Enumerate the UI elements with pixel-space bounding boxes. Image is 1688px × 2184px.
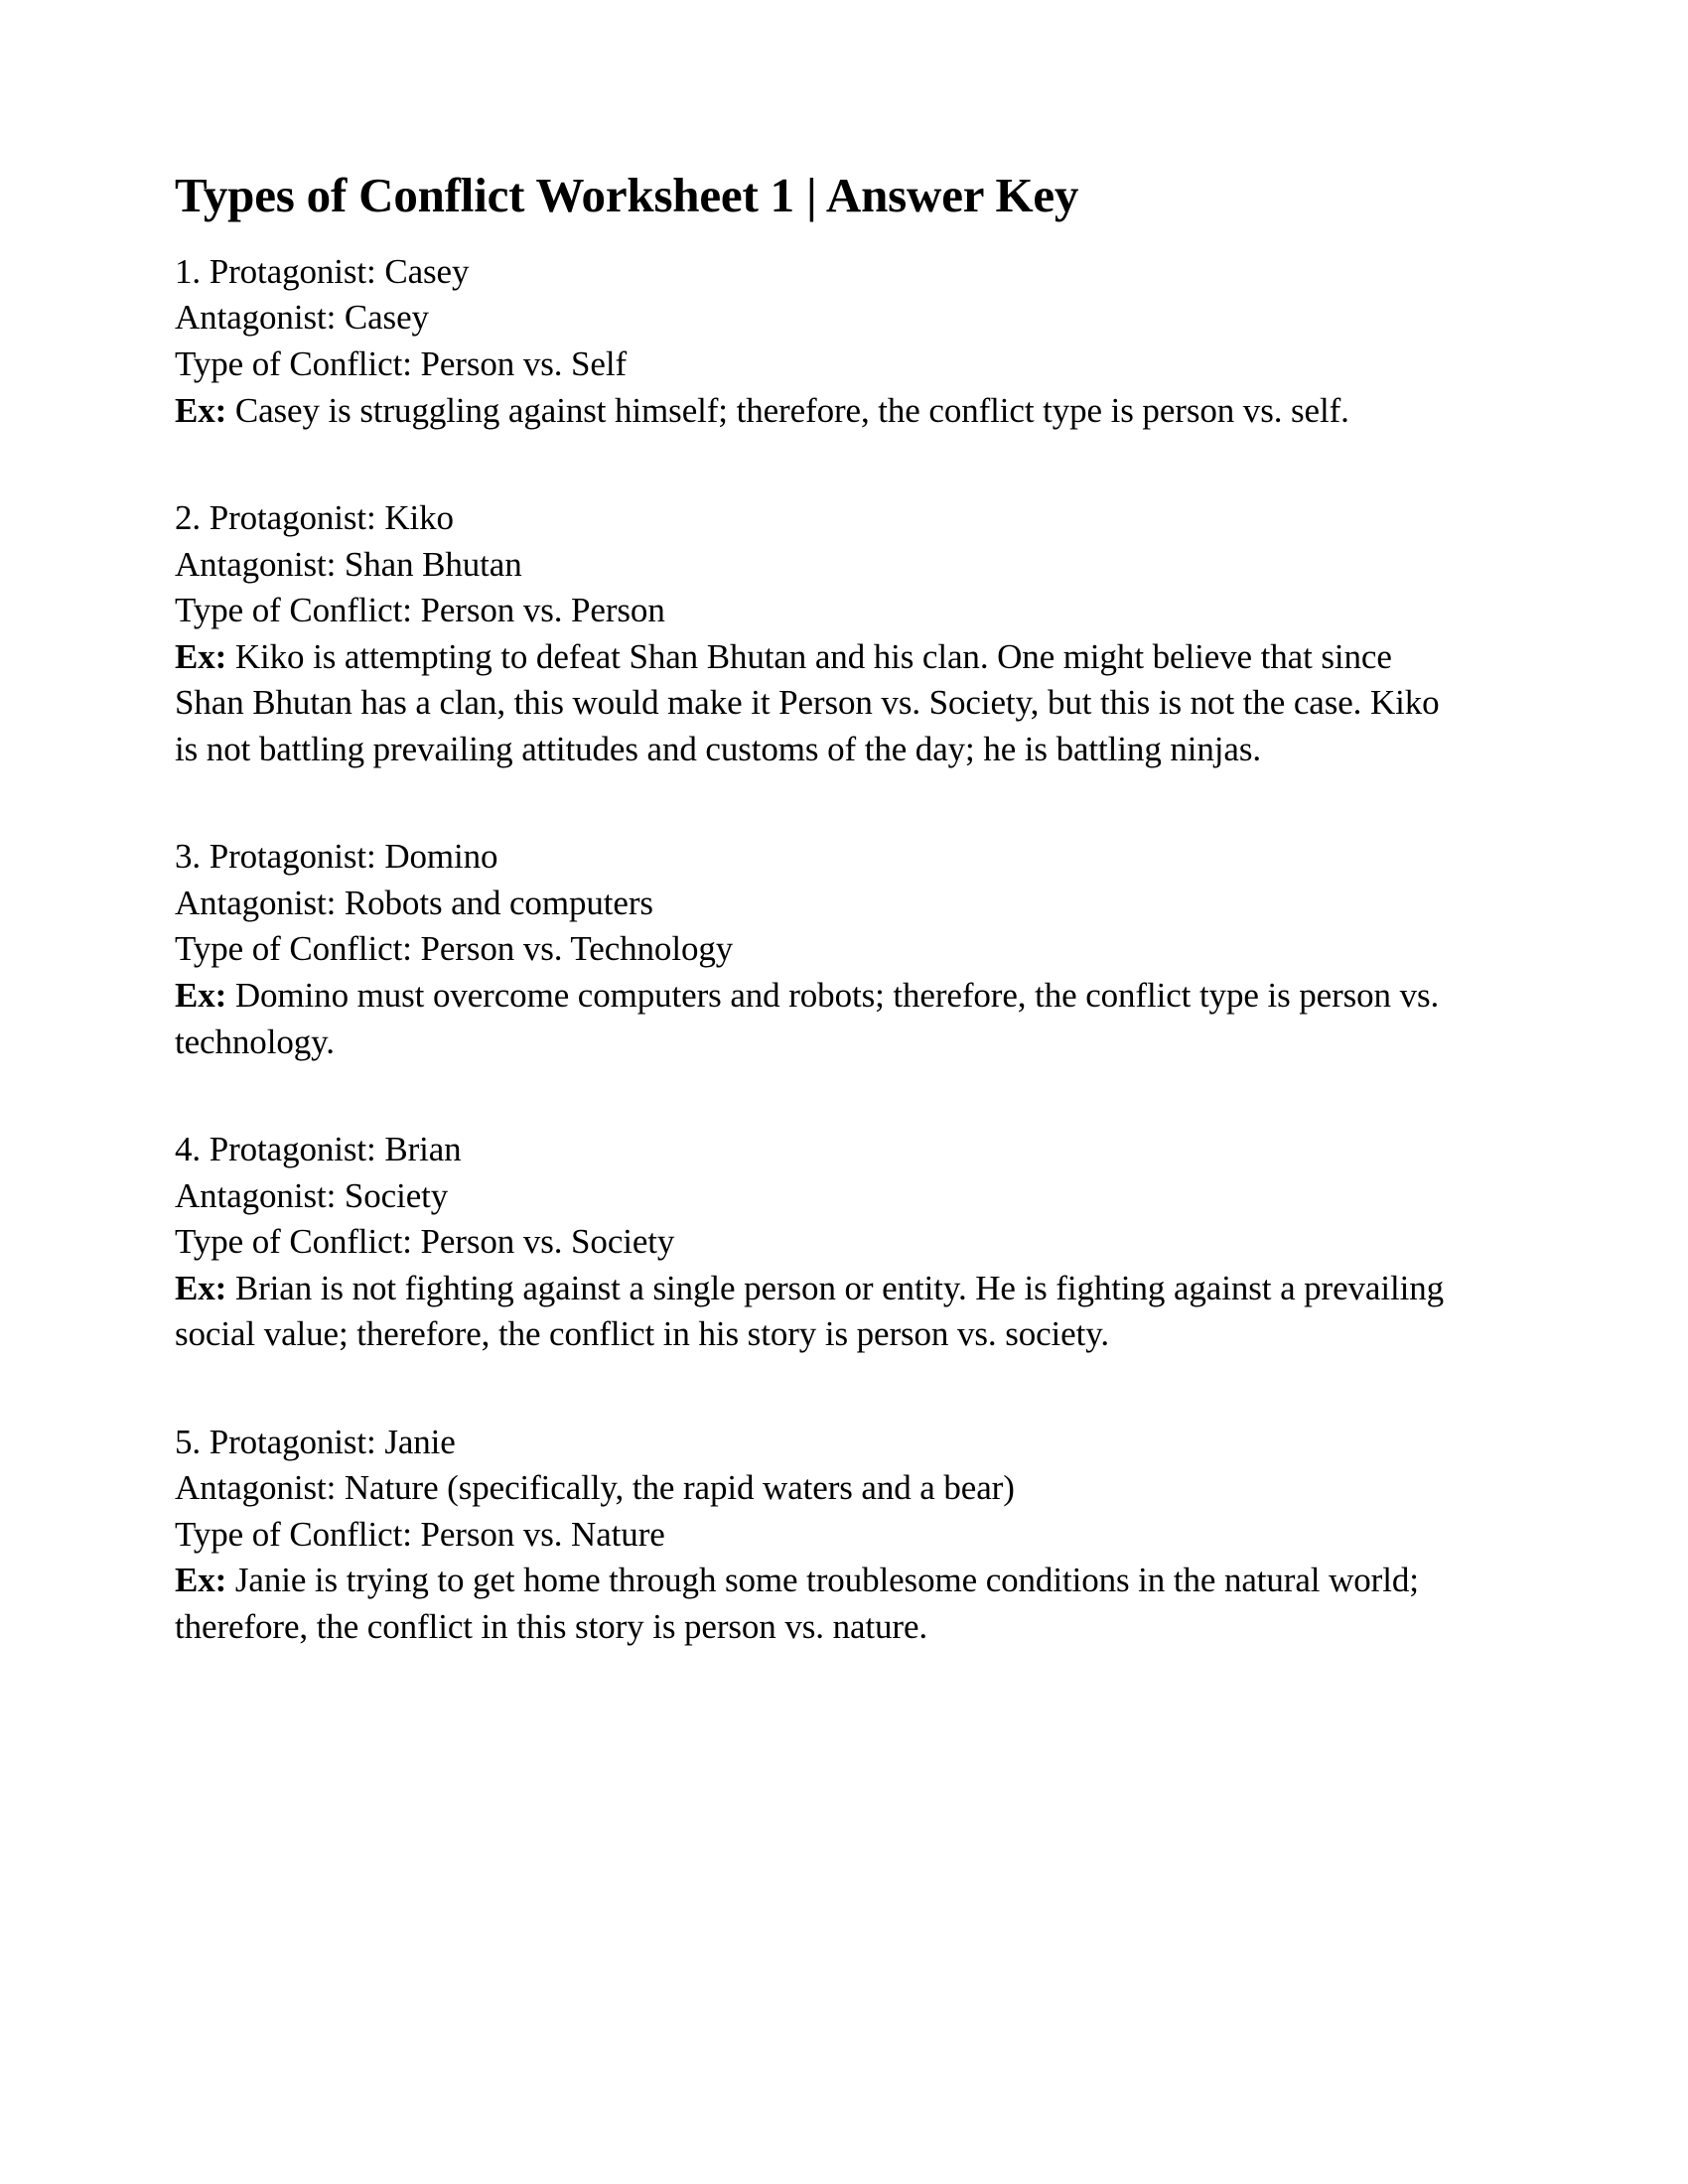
explanation-line xyxy=(175,634,1466,773)
explanation-label: Ex: xyxy=(175,1268,227,1307)
conflict-type-line: Type of Conflict: Person vs. Technology xyxy=(175,929,734,969)
explanation-text: Janie is trying to get home through some troublesome conditions in the natural world; therefore, the conflict in this story is person vs. nature. xyxy=(175,1561,1419,1646)
protagonist-line: 2. Protagonist: Kiko xyxy=(175,498,454,538)
explanation-line xyxy=(175,1266,1466,1358)
conflict-type-line: Type of Conflict: Person vs. Nature xyxy=(175,1514,665,1554)
explanation-text: Brian is not fighting against a single person or entity. He is fighting against a prevailing social value; therefore, the conflict in his story is person vs. society. xyxy=(175,1268,1445,1354)
answer-block-5 xyxy=(175,1420,1466,1651)
antagonist-line: Antagonist: Society xyxy=(175,1175,449,1215)
answer-block-3 xyxy=(175,834,1466,1065)
explanation-line xyxy=(175,1558,1466,1650)
explanation-line xyxy=(175,973,1466,1065)
explanation-text: Domino must overcome computers and robots; therefore, the conflict type is person vs. technology. xyxy=(175,975,1440,1061)
answer-block-4 xyxy=(175,1127,1466,1358)
antagonist-line: Antagonist: Robots and computers xyxy=(175,883,653,922)
explanation-text: Kiko is attempting to defeat Shan Bhutan and his clan. One might believe that since Shan Bhutan has a clan, this would make it Person vs. Society, but this is not the case. Kiko is not battling prevailing attitudes and customs of the day; he is battling ninjas. xyxy=(175,636,1440,768)
explanation-label: Ex: xyxy=(175,1561,227,1600)
explanation-line xyxy=(175,388,1466,435)
conflict-type-line: Type of Conflict: Person vs. Society xyxy=(175,1222,675,1262)
page-title: Types of Conflict Worksheet 1 | Answer Key xyxy=(175,168,1079,222)
conflict-type-line: Type of Conflict: Person vs. Self xyxy=(175,343,628,383)
answer-block-2 xyxy=(175,495,1466,772)
explanation-text: Casey is struggling against himself; therefore, the conflict type is person vs. self. xyxy=(234,390,1349,430)
explanation-label: Ex: xyxy=(175,975,227,1015)
explanation-label: Ex: xyxy=(175,636,227,676)
protagonist-line: 3. Protagonist: Domino xyxy=(175,837,498,877)
protagonist-line: 1. Protagonist: Casey xyxy=(175,251,470,291)
antagonist-line: Antagonist: Nature (specifically, the rapid waters and a bear) xyxy=(175,1468,1015,1508)
protagonist-line: 5. Protagonist: Janie xyxy=(175,1422,456,1461)
antagonist-line: Antagonist: Shan Bhutan xyxy=(175,544,522,584)
answer-block-1 xyxy=(175,249,1466,434)
explanation-label: Ex: xyxy=(175,390,227,430)
protagonist-line: 4. Protagonist: Brian xyxy=(175,1130,462,1169)
conflict-type-line: Type of Conflict: Person vs. Person xyxy=(175,591,665,630)
antagonist-line: Antagonist: Casey xyxy=(175,298,429,338)
